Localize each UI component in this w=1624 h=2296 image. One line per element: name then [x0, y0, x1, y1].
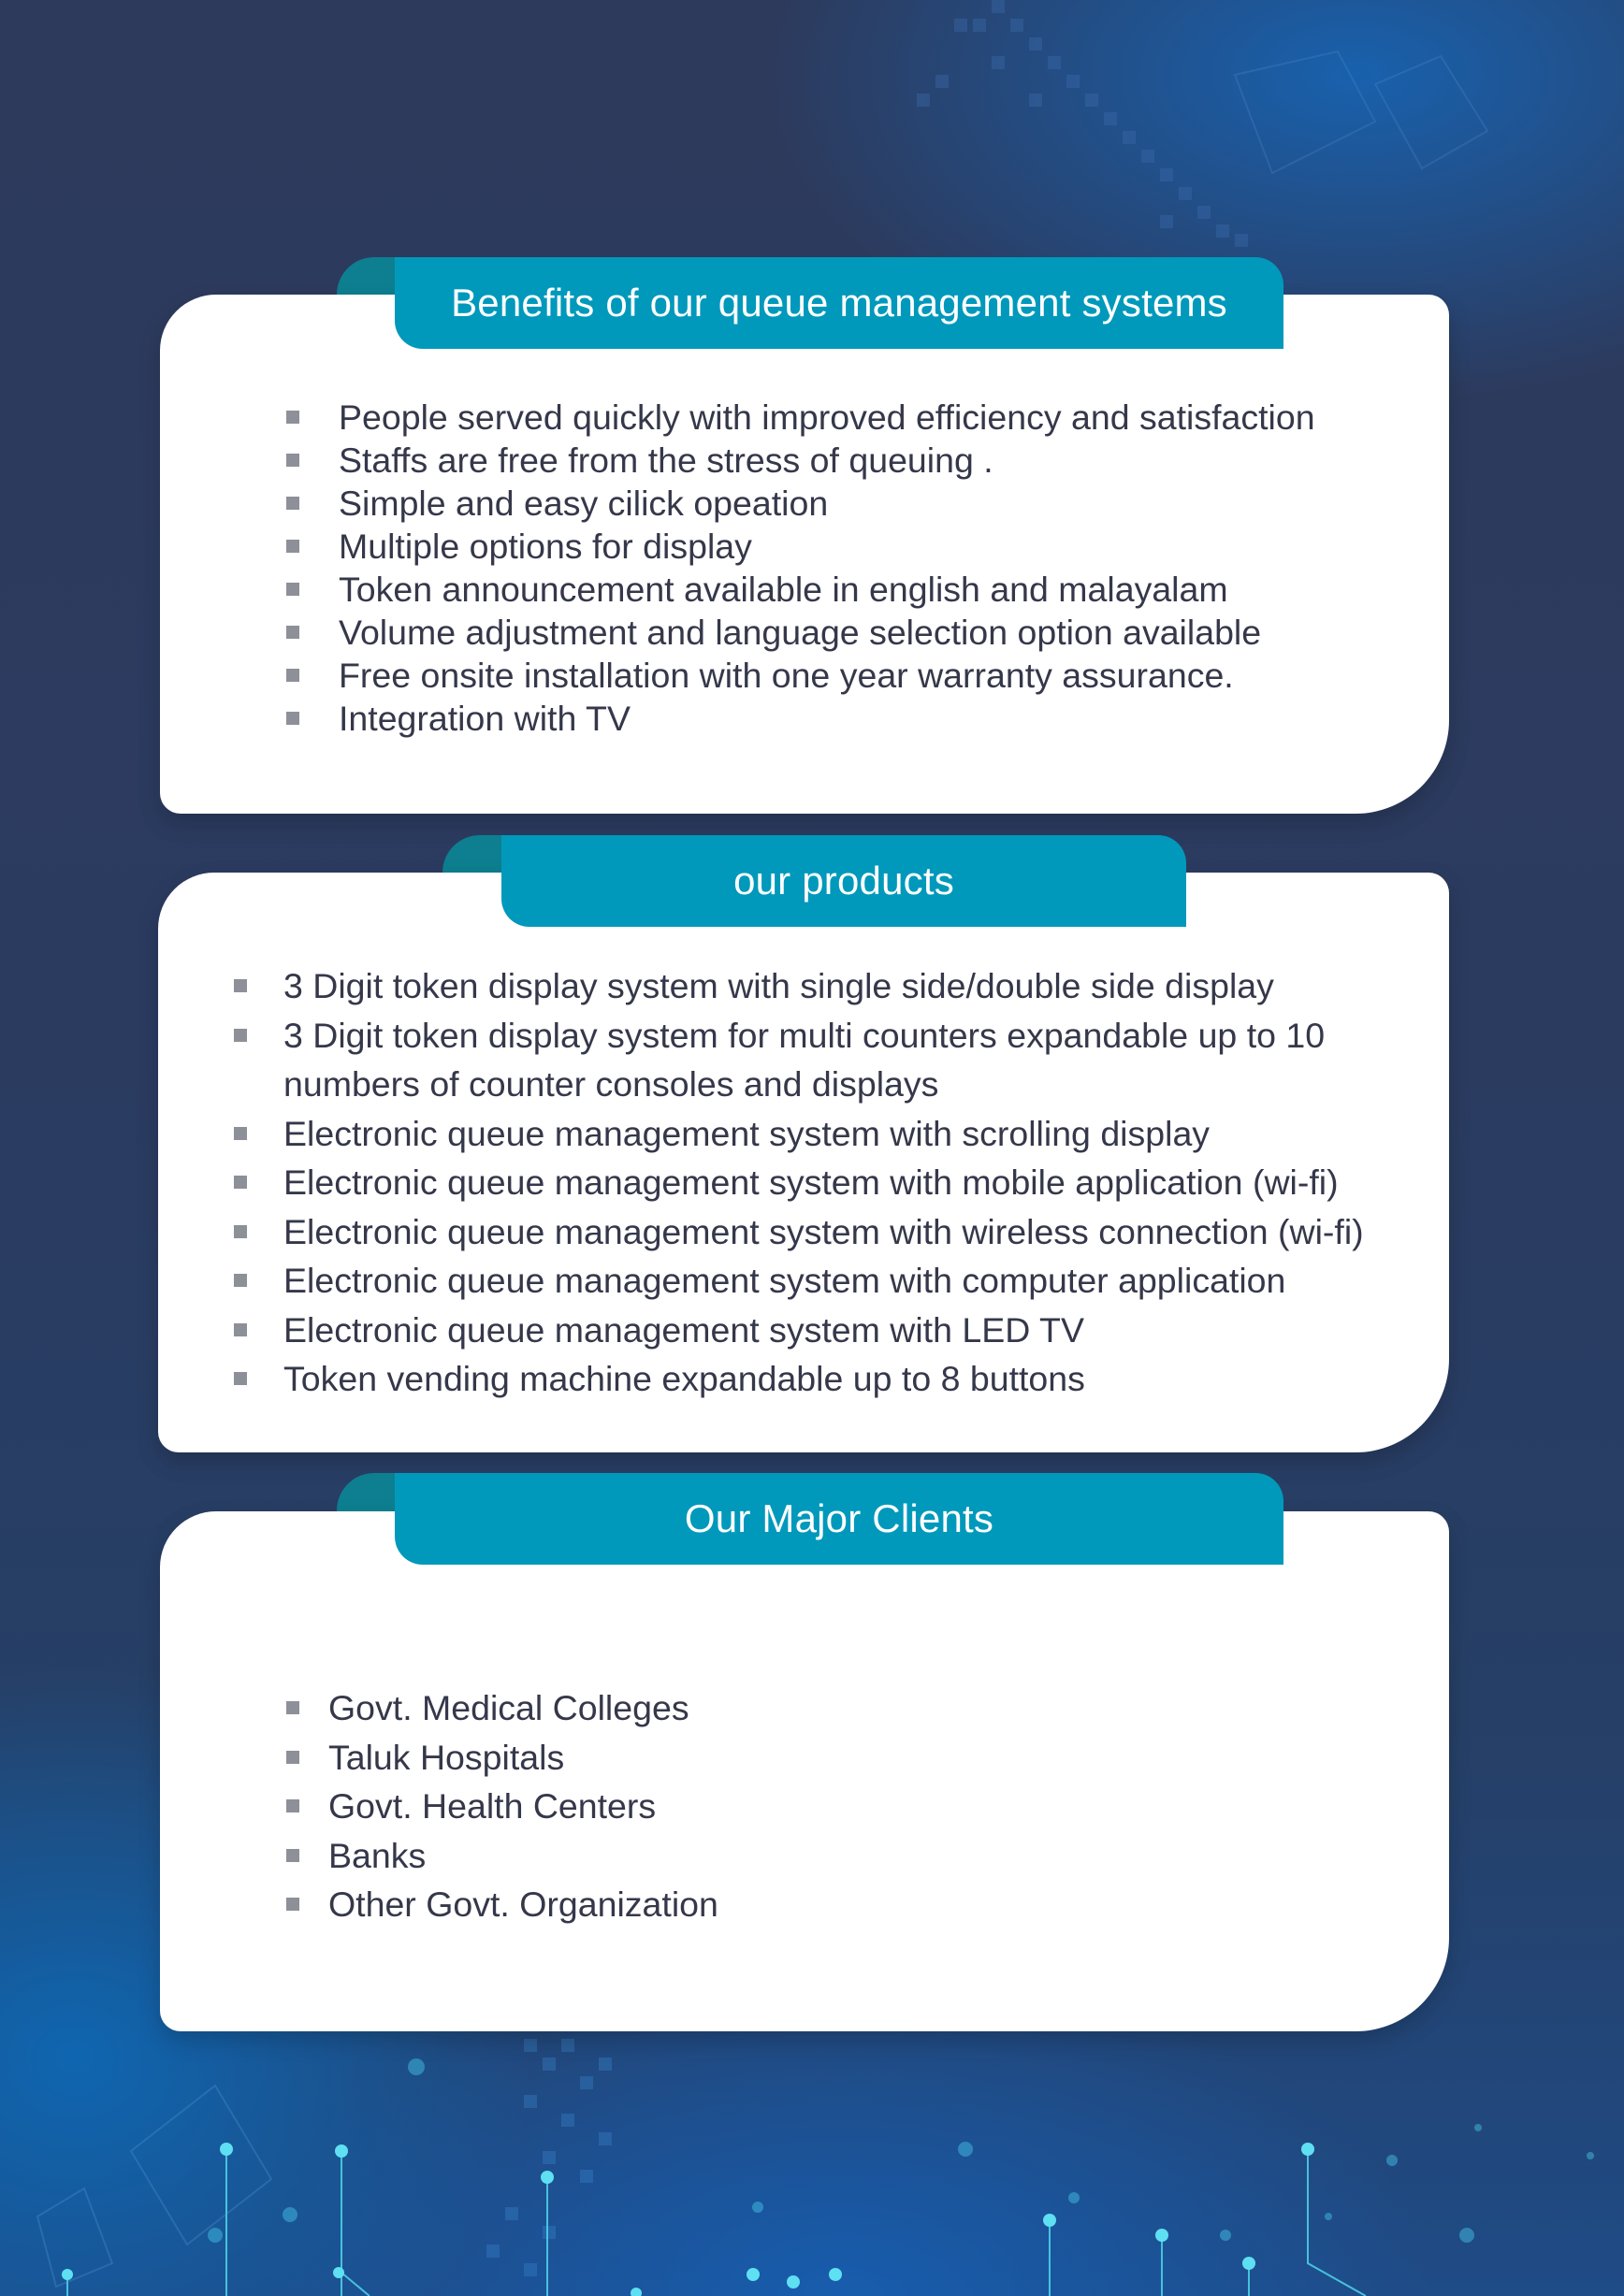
list-item: Token announcement available in english and malayalam	[286, 568, 1390, 611]
list-item: Electronic queue management system with wireless connection (wi-fi)	[234, 1207, 1413, 1257]
list-item: Other Govt. Organization	[286, 1880, 1035, 1929]
list-item: Multiple options for display	[286, 525, 1390, 568]
list-item: Electronic queue management system with mobile application (wi-fi)	[234, 1158, 1413, 1207]
circuit-nodes	[62, 2143, 1314, 2296]
pixel-grid-top	[917, 0, 1248, 247]
list-item: 3 Digit token display system with single side/double side display	[234, 961, 1413, 1011]
list-item: Integration with TV	[286, 697, 1390, 740]
list-item: People served quickly with improved efficiency and satisfaction	[286, 396, 1390, 439]
glow-dots	[208, 2058, 1594, 2243]
list-item: Electronic queue management system with LED TV	[234, 1306, 1413, 1355]
list-item: Electronic queue management system with scrolling display	[234, 1109, 1413, 1159]
pixel-grid-bottom	[486, 2039, 612, 2276]
outline-shapes-bottom	[37, 2086, 271, 2287]
circuit-lines	[67, 2151, 1366, 2296]
list-item: Simple and easy cilick opeation	[286, 482, 1390, 525]
benefits-title: Benefits of our queue management systems	[395, 257, 1283, 349]
list-item: Staffs are free from the stress of queuing .	[286, 439, 1390, 482]
list-item: Govt. Medical Colleges	[286, 1683, 1035, 1733]
list-item: Free onsite installation with one year warranty assurance.	[286, 654, 1390, 697]
products-title: our products	[501, 835, 1186, 927]
list-item: Taluk Hospitals	[286, 1733, 1035, 1783]
list-item: 3 Digit token display system for multi counters expandable up to 10 numbers of counter consoles and displays	[234, 1011, 1413, 1109]
benefits-list	[286, 396, 1390, 740]
products-list	[234, 961, 1413, 1404]
list-item: Govt. Health Centers	[286, 1782, 1035, 1831]
clients-list	[286, 1683, 1035, 1929]
list-item: Token vending machine expandable up to 8 buttons	[234, 1354, 1413, 1404]
list-item: Electronic queue management system with computer application	[234, 1256, 1413, 1306]
list-item: Volume adjustment and language selection option available	[286, 611, 1390, 654]
outline-shapes-top	[1235, 51, 1487, 173]
clients-title: Our Major Clients	[395, 1473, 1283, 1565]
list-item: Banks	[286, 1831, 1035, 1881]
